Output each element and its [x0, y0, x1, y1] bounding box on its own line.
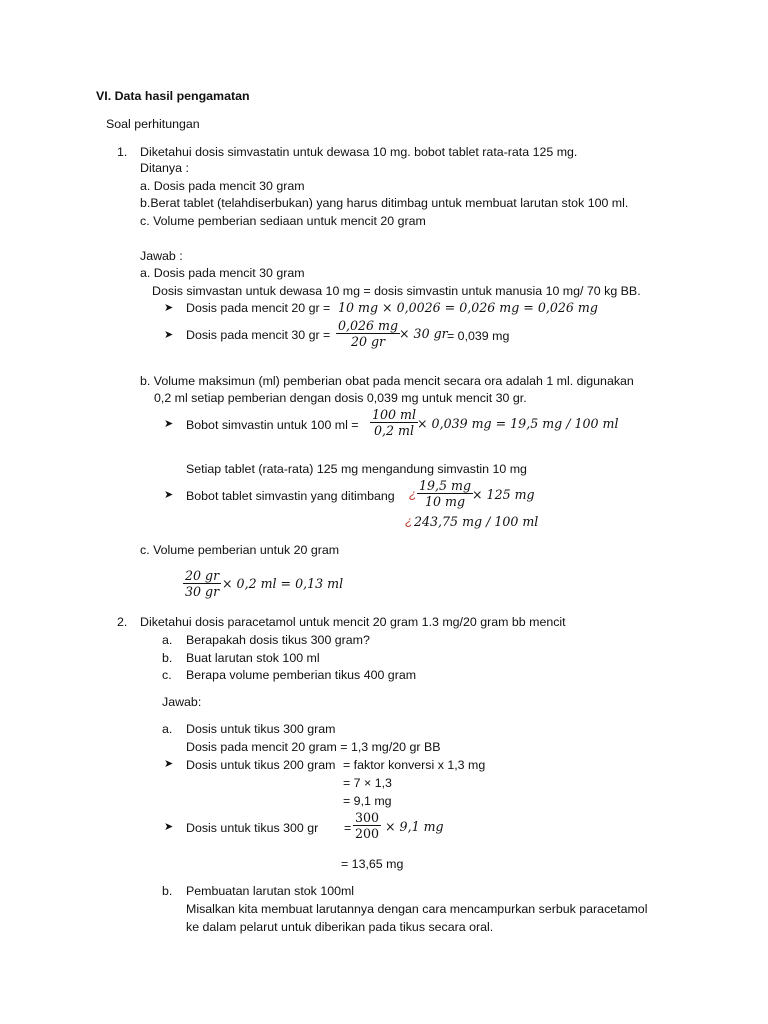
- q2-a-step2-result: = 13,65 mg: [341, 857, 404, 871]
- q2-a-label: a.: [162, 722, 173, 736]
- q2-a-step1-label: Dosis untuk tikus 200 gram: [186, 758, 336, 772]
- section-title: VI. Data hasil pengamatan: [96, 89, 250, 103]
- q2-a-step2-tail: × 9,1 mg: [385, 819, 444, 834]
- q1-a-step1-math: 10 mg × 0,0026 = 0,026 mg = 0,026 mg: [338, 300, 598, 315]
- q2-intro: Diketahui dosis paracetamol untuk mencit 20 gram 1.3 mg/20 gram bb mencit: [140, 615, 566, 629]
- q1-b-line2: 0,2 ml setiap pemberian dengan dosis 0,039 mg untuk mencit 30 gr.: [154, 391, 527, 405]
- q1-b-note: Setiap tablet (rata-rata) 125 mg mengandung simvastin 10 mg: [186, 462, 527, 476]
- q2-a-line: Dosis pada mencit 20 gram = 1,3 mg/20 gr BB: [186, 740, 441, 754]
- q1-b-step2-label: Bobot tablet simvastin yang ditimbang: [186, 489, 395, 503]
- fraction-numerator: 100 ml: [372, 407, 417, 422]
- q1-b-step2-tail: × 125 mg: [472, 487, 535, 502]
- q1-c-fraction: [183, 568, 221, 599]
- bullet-arrow-icon: ➤: [164, 758, 174, 770]
- bullet-arrow-icon: ➤: [164, 821, 174, 833]
- bullet-arrow-icon: ➤: [164, 329, 174, 341]
- q2-item-label-a: a.: [162, 633, 173, 647]
- q2-b-line1: Misalkan kita membuat larutannya dengan cara mencampurkan serbuk paracetamol: [186, 902, 648, 916]
- q1-b-step1-tail: × 0,039 mg = 19,5 mg / 100 ml: [417, 416, 619, 431]
- fraction-numerator: 19,5 mg: [419, 478, 472, 493]
- bullet-arrow-icon: ➤: [164, 489, 174, 501]
- q1-a-step2-fraction: [336, 318, 400, 349]
- q2-a-title: Dosis untuk tikus 300 gram: [186, 722, 336, 736]
- q2-b-line2: ke dalam pelarut untuk diberikan pada tikus secara oral.: [186, 920, 494, 934]
- q1-asked-b: b.Berat tablet (telahdiserbukan) yang harus ditimbag untuk membuat larutan stok 100 ml.: [140, 196, 629, 210]
- q1-a-step2-result: = 0,039 mg: [447, 329, 510, 343]
- q2-item-text-a: Berapakah dosis tikus 300 gram?: [186, 633, 370, 647]
- q2-b-title: Pembuatan larutan stok 100ml: [186, 884, 355, 898]
- q2-a-step2-eq: =: [344, 821, 352, 835]
- q1-b-step2-mark: ¿: [409, 487, 417, 501]
- fraction-denominator: 20 gr: [350, 334, 386, 349]
- q1-a-step1-label: Dosis pada mencit 20 gr =: [186, 301, 331, 315]
- fraction-denominator: 30 gr: [185, 584, 220, 599]
- q1-number: 1.: [117, 145, 128, 159]
- q1-b-line1: b. Volume maksimun (ml) pemberian obat pada mencit secara ora adalah 1 ml. digunakan: [140, 374, 634, 388]
- q2-item-text-c: Berapa volume pemberian tikus 400 gram: [186, 668, 417, 682]
- bullet-arrow-icon: ➤: [164, 302, 174, 314]
- q1-a-line: Dosis simvastan untuk dewasa 10 mg = dosis simvastin untuk manusia 10 mg/ 70 kg BB.: [152, 284, 641, 298]
- q2-b-label: b.: [162, 884, 173, 898]
- q1-asked-c: c. Volume pemberian sediaan untuk mencit 20 gram: [140, 214, 426, 228]
- q2-a-step1-eq3: = 9,1 mg: [343, 794, 392, 808]
- fraction-denominator: 10 mg: [425, 494, 466, 509]
- q1-a-step2-label: Dosis pada mencit 30 gr =: [186, 328, 331, 342]
- q2-a-step2-label: Dosis untuk tikus 300 gr: [186, 821, 319, 835]
- q1-b-step1-fraction: [370, 407, 418, 438]
- fraction-numerator: 20 gr: [185, 568, 220, 583]
- q1-a-title: a. Dosis pada mencit 30 gram: [140, 266, 305, 280]
- subtitle: Soal perhitungan: [106, 117, 200, 131]
- q2-item-label-c: c.: [162, 668, 172, 682]
- q1-b-step2-mark2: ¿: [405, 514, 413, 528]
- q1-c-title: c. Volume pemberian untuk 20 gram: [140, 543, 340, 557]
- q1-answer-heading: Jawab :: [140, 249, 183, 263]
- fraction-numerator: 0,026 mg: [338, 318, 399, 333]
- fraction-denominator: 200: [355, 826, 380, 841]
- bullet-arrow-icon: ➤: [164, 418, 174, 430]
- q1-c-tail: × 0,2 ml = 0,13 ml: [222, 576, 344, 591]
- q1-b-step1-label: Bobot simvastin untuk 100 ml =: [186, 418, 359, 432]
- q1-b-step2-result: 243,75 mg / 100 ml: [414, 514, 539, 529]
- q2-a-step2-fraction: [353, 810, 381, 841]
- q1-asked: Ditanya :: [140, 161, 189, 175]
- q2-item-label-b: b.: [162, 651, 173, 665]
- fraction-numerator: 300: [355, 810, 380, 825]
- q1-given: Diketahui dosis simvastatin untuk dewasa 10 mg. bobot tablet rata-rata 125 mg.: [140, 145, 578, 159]
- q1-b-step2-fraction: [417, 478, 473, 509]
- q2-number: 2.: [117, 615, 128, 629]
- fraction-denominator: 0,2 ml: [374, 423, 415, 438]
- q2-answer-heading: Jawab:: [162, 695, 202, 709]
- q2-a-step1-eq1: = faktor konversi x 1,3 mg: [343, 758, 486, 772]
- q2-item-text-b: Buat larutan stok 100 ml: [186, 651, 320, 665]
- q1-asked-a: a. Dosis pada mencit 30 gram: [140, 179, 305, 193]
- q1-a-step2-tail: × 30 gr: [399, 326, 448, 341]
- q2-a-step1-eq2: = 7 × 1,3: [343, 776, 392, 790]
